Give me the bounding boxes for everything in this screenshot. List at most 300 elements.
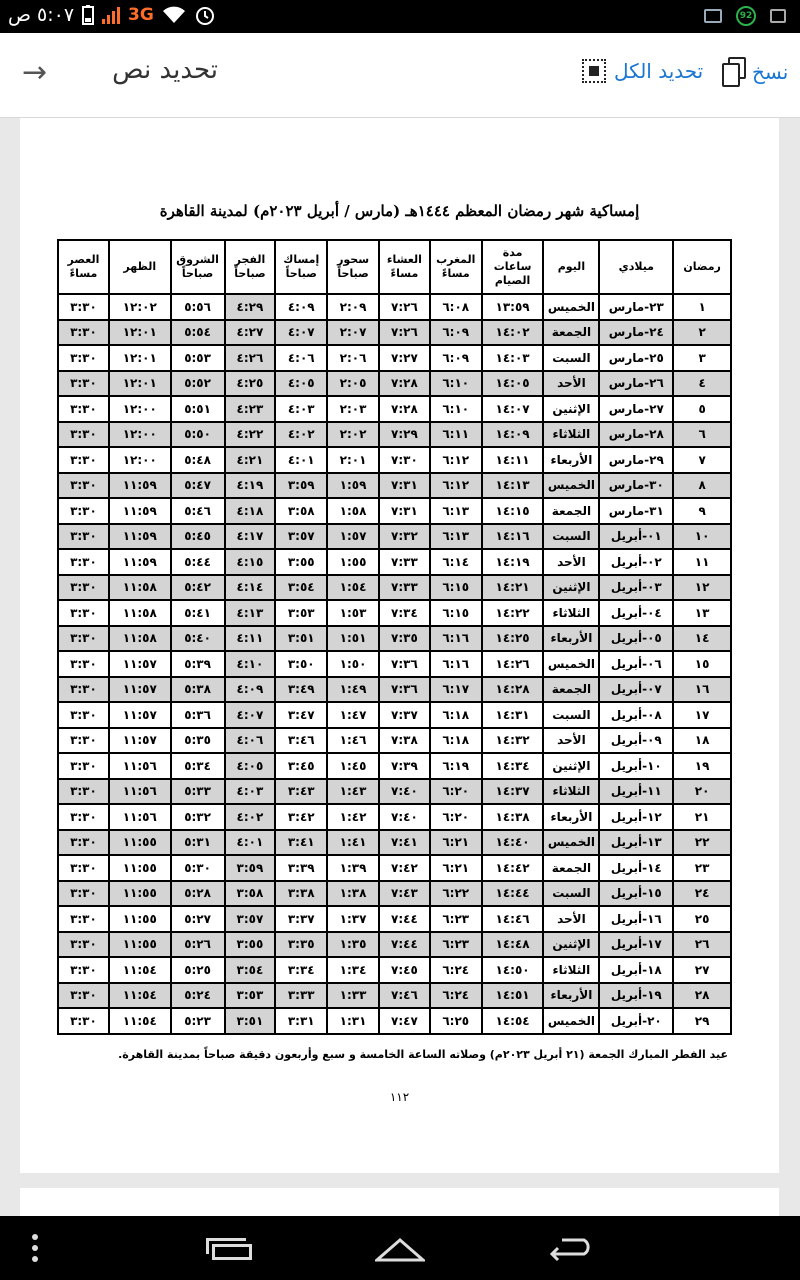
- suhoor-time: ٢:٠٩: [327, 294, 379, 320]
- weekday: الثلاثاء: [543, 600, 599, 626]
- asr-time: ٣:٣٠: [58, 804, 109, 830]
- imsak-time: ٤:٠٧: [275, 320, 327, 346]
- ramadan-day: ٩: [673, 498, 731, 524]
- imsak-time: ٣:٣٥: [275, 932, 327, 958]
- suhoor-time: ٢:٠٧: [327, 320, 379, 346]
- maghrib-time: ٦:١٥: [430, 600, 482, 626]
- battery-icon: [82, 5, 94, 25]
- dhuhr-time: ١١:٥٦: [109, 779, 171, 805]
- asr-time: ٣:٣٠: [58, 371, 109, 397]
- ramadan-day: ٣: [673, 345, 731, 371]
- maghrib-time: ٦:٢٤: [430, 983, 482, 1009]
- fajr-time: ٤:٠٦: [225, 728, 276, 754]
- sunrise-time: ٥:٢٦: [171, 932, 225, 958]
- isha-time: ٧:٤٤: [379, 932, 430, 958]
- dhuhr-time: ١١:٥٤: [109, 957, 171, 983]
- table-row: [58, 677, 731, 703]
- image-icon: [770, 9, 786, 23]
- isha-time: ٧:٣١: [379, 498, 430, 524]
- isha-time: ٧:٤٣: [379, 881, 430, 907]
- asr-time: ٣:٣٠: [58, 932, 109, 958]
- fajr-time: ٤:٢٥: [225, 371, 276, 397]
- weekday: السبت: [543, 345, 599, 371]
- fast-duration: ١٤:٤٤: [482, 881, 544, 907]
- gregorian-date: ٠١-أبريل: [599, 524, 673, 550]
- table-row: [58, 626, 731, 652]
- isha-time: ٧:٤٦: [379, 983, 430, 1009]
- suhoor-time: ١:٤١: [327, 830, 379, 856]
- dhuhr-time: ١٢:٠١: [109, 320, 171, 346]
- isha-time: ٧:٣٣: [379, 575, 430, 601]
- dhuhr-time: ١١:٥٥: [109, 881, 171, 907]
- network-type: 3G: [128, 5, 154, 25]
- imsak-time: ٤:٠٢: [275, 422, 327, 448]
- asr-time: ٣:٣٠: [58, 422, 109, 448]
- weekday: الثلاثاء: [543, 957, 599, 983]
- isha-time: ٧:٣٤: [379, 600, 430, 626]
- gregorian-date: ٠٢-أبريل: [599, 549, 673, 575]
- fast-duration: ١٤:٣١: [482, 702, 544, 728]
- fajr-time: ٤:٠١: [225, 830, 276, 856]
- dhuhr-time: ١١:٥٧: [109, 651, 171, 677]
- asr-time: ٣:٣٠: [58, 575, 109, 601]
- next-document-page: [20, 1188, 779, 1216]
- weekday: الأربعاء: [543, 983, 599, 1009]
- table-row: [58, 1008, 731, 1034]
- table-row: [58, 294, 731, 320]
- gregorian-date: ١٩-أبريل: [599, 983, 673, 1009]
- fajr-time: ٤:١٤: [225, 575, 276, 601]
- weekday: السبت: [543, 524, 599, 550]
- weekday: الثلاثاء: [543, 779, 599, 805]
- dhuhr-time: ١١:٥٩: [109, 549, 171, 575]
- dhuhr-time: ١١:٥٤: [109, 1008, 171, 1034]
- dhuhr-time: ١١:٥٥: [109, 855, 171, 881]
- header-isha: العشاء مساءً: [379, 240, 430, 294]
- gregorian-date: ٣٠-مارس: [599, 473, 673, 499]
- header-gregorian: ميلادي: [599, 240, 673, 294]
- document-page: [20, 118, 779, 1173]
- signal-icon: [102, 6, 120, 24]
- dhuhr-time: ١١:٥٩: [109, 473, 171, 499]
- table-row: [58, 371, 731, 397]
- gregorian-date: ٠٣-أبريل: [599, 575, 673, 601]
- weekday: السبت: [543, 881, 599, 907]
- maghrib-time: ٦:١٤: [430, 549, 482, 575]
- imsak-time: ٣:٤٥: [275, 753, 327, 779]
- isha-time: ٧:٤١: [379, 830, 430, 856]
- imsak-time: ٣:٣٨: [275, 881, 327, 907]
- suhoor-time: ١:٥٧: [327, 524, 379, 550]
- isha-time: ٧:٣٥: [379, 626, 430, 652]
- weekday: الأربعاء: [543, 626, 599, 652]
- asr-time: ٣:٣٠: [58, 728, 109, 754]
- table-row: [58, 932, 731, 958]
- dhuhr-time: ١١:٥٨: [109, 575, 171, 601]
- fast-duration: ١٤:٤٠: [482, 830, 544, 856]
- dhuhr-time: ١١:٥٥: [109, 906, 171, 932]
- table-row: [58, 575, 731, 601]
- asr-time: ٣:٣٠: [58, 830, 109, 856]
- gregorian-date: ٢٤-مارس: [599, 320, 673, 346]
- sunrise-time: ٥:٢٨: [171, 881, 225, 907]
- gregorian-date: ١٧-أبريل: [599, 932, 673, 958]
- suhoor-time: ١:٣٩: [327, 855, 379, 881]
- fast-duration: ١٤:١٦: [482, 524, 544, 550]
- fajr-time: ٤:٢٩: [225, 294, 276, 320]
- recent-apps-icon[interactable]: [206, 1238, 252, 1260]
- fast-duration: ١٤:٠٢: [482, 320, 544, 346]
- status-left: [8, 4, 216, 26]
- ramadan-day: ٢٩: [673, 1008, 731, 1034]
- weekday: الإثنين: [543, 575, 599, 601]
- asr-time: ٣:٣٠: [58, 881, 109, 907]
- weekday: الخميس: [543, 1008, 599, 1034]
- asr-time: ٣:٣٠: [58, 1008, 109, 1034]
- gregorian-date: ٠٤-أبريل: [599, 600, 673, 626]
- suhoor-time: ١:٥٠: [327, 651, 379, 677]
- imsak-time: ٣:٣٩: [275, 855, 327, 881]
- fast-duration: ١٤:٣٤: [482, 753, 544, 779]
- table-row: [58, 651, 731, 677]
- fast-duration: ١٤:٠٥: [482, 371, 544, 397]
- select-all-icon: [582, 59, 606, 83]
- isha-time: ٧:٣٣: [379, 549, 430, 575]
- table-row: [58, 447, 731, 473]
- table-row: [58, 498, 731, 524]
- asr-time: ٣:٣٠: [58, 524, 109, 550]
- asr-time: ٣:٣٠: [58, 753, 109, 779]
- sunrise-time: ٥:٤٥: [171, 524, 225, 550]
- suhoor-time: ٢:٠٢: [327, 422, 379, 448]
- home-icon[interactable]: [375, 1236, 425, 1262]
- sunrise-time: ٥:٤١: [171, 600, 225, 626]
- fast-duration: ١٤:٤٢: [482, 855, 544, 881]
- dhuhr-time: ١١:٥٤: [109, 983, 171, 1009]
- gregorian-date: ١٤-أبريل: [599, 855, 673, 881]
- gregorian-date: ١٢-أبريل: [599, 804, 673, 830]
- ramadan-day: ٢١: [673, 804, 731, 830]
- maghrib-time: ٦:١٠: [430, 396, 482, 422]
- imsak-time: ٣:٤٦: [275, 728, 327, 754]
- suhoor-time: ١:٤٥: [327, 753, 379, 779]
- copy-button[interactable]: [722, 57, 788, 87]
- sunrise-time: ٥:٥٢: [171, 371, 225, 397]
- alarm-icon: [194, 4, 216, 26]
- fajr-time: ٤:١٧: [225, 524, 276, 550]
- weekday: الثلاثاء: [543, 422, 599, 448]
- fajr-time: ٣:٥١: [225, 1008, 276, 1034]
- table-row: [58, 728, 731, 754]
- header-dhuhr: الظهر: [109, 240, 171, 294]
- fast-duration: ١٤:٢٨: [482, 677, 544, 703]
- selection-action-bar: [0, 33, 800, 118]
- ramadan-day: ١٦: [673, 677, 731, 703]
- fast-duration: ١٤:٠٧: [482, 396, 544, 422]
- imsakiya-table: [57, 239, 732, 1035]
- sunrise-time: ٥:٤٢: [171, 575, 225, 601]
- dhuhr-time: ١١:٥٦: [109, 753, 171, 779]
- table-row: [58, 855, 731, 881]
- isha-time: ٧:٢٧: [379, 345, 430, 371]
- weekday: الجمعة: [543, 498, 599, 524]
- fajr-time: ٣:٥٥: [225, 932, 276, 958]
- table-row: [58, 422, 731, 448]
- header-ramadan: رمضان: [673, 240, 731, 294]
- suhoor-time: ١:٥٥: [327, 549, 379, 575]
- menu-dots-icon[interactable]: [32, 1234, 38, 1262]
- fajr-time: ٤:٠٥: [225, 753, 276, 779]
- header-sunrise: الشروق صباحاً: [171, 240, 225, 294]
- sunrise-time: ٥:٢٧: [171, 906, 225, 932]
- asr-time: ٣:٣٠: [58, 626, 109, 652]
- table-row: [58, 957, 731, 983]
- table-row: [58, 779, 731, 805]
- ramadan-day: ٨: [673, 473, 731, 499]
- imsak-time: ٤:٠٩: [275, 294, 327, 320]
- ramadan-day: ٢٢: [673, 830, 731, 856]
- header-suhoor: سحور صباحاً: [327, 240, 379, 294]
- fajr-time: ٤:١٥: [225, 549, 276, 575]
- arrow-right-icon[interactable]: →: [22, 55, 48, 90]
- ramadan-day: ٢٤: [673, 881, 731, 907]
- maghrib-time: ٦:١٦: [430, 626, 482, 652]
- table-header-row: [58, 240, 731, 294]
- dhuhr-time: ١١:٥٨: [109, 600, 171, 626]
- fast-duration: ١٤:٣٧: [482, 779, 544, 805]
- asr-time: ٣:٣٠: [58, 473, 109, 499]
- sunrise-time: ٥:٣٨: [171, 677, 225, 703]
- isha-time: ٧:٤٧: [379, 1008, 430, 1034]
- maghrib-time: ٦:١٨: [430, 728, 482, 754]
- imsak-time: ٤:٠١: [275, 447, 327, 473]
- suhoor-time: ٢:٠٣: [327, 396, 379, 422]
- dhuhr-time: ١٢:٠٢: [109, 294, 171, 320]
- fast-duration: ١٤:٢٦: [482, 651, 544, 677]
- header-asr: العصر مساءً: [58, 240, 109, 294]
- maghrib-time: ٦:١٣: [430, 524, 482, 550]
- suhoor-time: ١:٥٤: [327, 575, 379, 601]
- sunrise-time: ٥:٥٦: [171, 294, 225, 320]
- table-row: [58, 753, 731, 779]
- sunrise-time: ٥:٣٠: [171, 855, 225, 881]
- maghrib-time: ٦:١٥: [430, 575, 482, 601]
- ramadan-day: ٢٨: [673, 983, 731, 1009]
- ramadan-day: ١٢: [673, 575, 731, 601]
- suhoor-time: ٢:٠١: [327, 447, 379, 473]
- isha-time: ٧:٢٨: [379, 371, 430, 397]
- gregorian-date: ٠٩-أبريل: [599, 728, 673, 754]
- gregorian-date: ٠٦-أبريل: [599, 651, 673, 677]
- maghrib-time: ٦:٢٠: [430, 804, 482, 830]
- table-row: [58, 983, 731, 1009]
- sunrise-time: ٥:٥٣: [171, 345, 225, 371]
- maghrib-time: ٦:١٣: [430, 498, 482, 524]
- asr-time: ٣:٣٠: [58, 702, 109, 728]
- table-row: [58, 906, 731, 932]
- table-row: [58, 830, 731, 856]
- imsak-time: ٣:٣٣: [275, 983, 327, 1009]
- fast-duration: ١٤:٥١: [482, 983, 544, 1009]
- suhoor-time: ١:٣١: [327, 1008, 379, 1034]
- back-icon[interactable]: [548, 1236, 594, 1264]
- gregorian-date: ٠٥-أبريل: [599, 626, 673, 652]
- sunrise-time: ٥:٢٤: [171, 983, 225, 1009]
- maghrib-time: ٦:١١: [430, 422, 482, 448]
- isha-time: ٧:٣٧: [379, 702, 430, 728]
- suhoor-time: ١:٤٣: [327, 779, 379, 805]
- status-bar: [0, 0, 800, 33]
- suhoor-time: ١:٥١: [327, 626, 379, 652]
- suhoor-time: ١:٣٣: [327, 983, 379, 1009]
- gregorian-date: ٣١-مارس: [599, 498, 673, 524]
- copy-label: نسخ: [752, 60, 789, 84]
- maghrib-time: ٦:١٢: [430, 447, 482, 473]
- asr-time: ٣:٣٠: [58, 549, 109, 575]
- fajr-time: ٤:١١: [225, 626, 276, 652]
- isha-time: ٧:٣٢: [379, 524, 430, 550]
- maghrib-time: ٦:١٠: [430, 371, 482, 397]
- isha-time: ٧:٤٠: [379, 804, 430, 830]
- maghrib-time: ٦:٢٤: [430, 957, 482, 983]
- dhuhr-time: ١١:٥٦: [109, 804, 171, 830]
- sunrise-time: ٥:٤٠: [171, 626, 225, 652]
- fajr-time: ٤:٠٧: [225, 702, 276, 728]
- table-row: [58, 320, 731, 346]
- dhuhr-time: ١١:٥٨: [109, 626, 171, 652]
- imsak-time: ٣:٣١: [275, 1008, 327, 1034]
- sunrise-time: ٥:٤٦: [171, 498, 225, 524]
- isha-time: ٧:٤٢: [379, 855, 430, 881]
- gregorian-date: ١١-أبريل: [599, 779, 673, 805]
- suhoor-time: ١:٣٥: [327, 932, 379, 958]
- gregorian-date: ١٦-أبريل: [599, 906, 673, 932]
- dhuhr-time: ١٢:٠٠: [109, 396, 171, 422]
- ramadan-day: ٧: [673, 447, 731, 473]
- sunrise-time: ٥:٥٤: [171, 320, 225, 346]
- dhuhr-time: ١١:٥٧: [109, 677, 171, 703]
- gregorian-date: ٢٦-مارس: [599, 371, 673, 397]
- weekday: الأحد: [543, 906, 599, 932]
- table-body: [58, 294, 731, 1034]
- sunrise-time: ٥:٣٣: [171, 779, 225, 805]
- asr-time: ٣:٣٠: [58, 957, 109, 983]
- table-row: [58, 345, 731, 371]
- dhuhr-time: ١٢:٠٠: [109, 422, 171, 448]
- maghrib-time: ٦:٢٠: [430, 779, 482, 805]
- header-imsak: إمساك صباحاً: [275, 240, 327, 294]
- gregorian-date: ٢٣-مارس: [599, 294, 673, 320]
- sunrise-time: ٥:٣٩: [171, 651, 225, 677]
- maghrib-time: ٦:٢٥: [430, 1008, 482, 1034]
- isha-time: ٧:٤٠: [379, 779, 430, 805]
- dhuhr-time: ١١:٥٩: [109, 498, 171, 524]
- fajr-time: ٣:٥٩: [225, 855, 276, 881]
- sunrise-time: ٥:٥٠: [171, 422, 225, 448]
- page-number: ١١٢: [389, 1090, 410, 1104]
- imsak-time: ٣:٥٧: [275, 524, 327, 550]
- fast-duration: ١٤:٣٨: [482, 804, 544, 830]
- asr-time: ٣:٣٠: [58, 677, 109, 703]
- gregorian-date: ١٨-أبريل: [599, 957, 673, 983]
- table-row: [58, 396, 731, 422]
- dhuhr-time: ١٢:٠٠: [109, 447, 171, 473]
- fast-duration: ١٤:٥٤: [482, 1008, 544, 1034]
- ramadan-day: ١١: [673, 549, 731, 575]
- fast-duration: ١٤:١١: [482, 447, 544, 473]
- table-row: [58, 804, 731, 830]
- table-row: [58, 881, 731, 907]
- fajr-time: ٤:٢٢: [225, 422, 276, 448]
- fajr-time: ٣:٥٧: [225, 906, 276, 932]
- imsak-time: ٤:٠٥: [275, 371, 327, 397]
- sunrise-time: ٥:٣٢: [171, 804, 225, 830]
- gregorian-date: ١٠-أبريل: [599, 753, 673, 779]
- fajr-time: ٤:٢٧: [225, 320, 276, 346]
- fajr-time: ٣:٥٤: [225, 957, 276, 983]
- isha-time: ٧:٣٦: [379, 651, 430, 677]
- gregorian-date: ٢٨-مارس: [599, 422, 673, 448]
- fajr-time: ٤:١٠: [225, 651, 276, 677]
- ramadan-day: ١٥: [673, 651, 731, 677]
- suhoor-time: ١:٤٧: [327, 702, 379, 728]
- imsak-time: ٣:٤٧: [275, 702, 327, 728]
- fast-duration: ١٤:١٥: [482, 498, 544, 524]
- ramadan-day: ٢: [673, 320, 731, 346]
- ramadan-day: ٢٧: [673, 957, 731, 983]
- fajr-time: ٤:٠٢: [225, 804, 276, 830]
- asr-time: ٣:٣٠: [58, 855, 109, 881]
- fajr-time: ٤:٠٣: [225, 779, 276, 805]
- maghrib-time: ٦:٢٣: [430, 906, 482, 932]
- sunrise-time: ٥:٢٥: [171, 957, 225, 983]
- imsak-time: ٣:٣٧: [275, 906, 327, 932]
- ramadan-day: ١٤: [673, 626, 731, 652]
- weekday: الخميس: [543, 830, 599, 856]
- suhoor-time: ١:٥٨: [327, 498, 379, 524]
- suhoor-time: ١:٤٦: [327, 728, 379, 754]
- isha-time: ٧:٤٤: [379, 906, 430, 932]
- suhoor-time: ١:٥٩: [327, 473, 379, 499]
- eid-footnote: عيد الفطر المبارك الجمعة (٢١ أبريل ٢٠٢٣م) وصلاته الساعة الخامسة و سبع وأربعون دقيقة صباحاً بمدينة القاهرة.: [118, 1048, 728, 1061]
- imsak-time: ٣:٥٣: [275, 600, 327, 626]
- weekday: الأربعاء: [543, 447, 599, 473]
- weekday: الخميس: [543, 651, 599, 677]
- fajr-time: ٤:٢١: [225, 447, 276, 473]
- header-maghrib: المغرب مساءً: [430, 240, 482, 294]
- fajr-time: ٤:١٨: [225, 498, 276, 524]
- fajr-time: ٣:٥٨: [225, 881, 276, 907]
- badge-icon: 92: [736, 6, 756, 26]
- suhoor-time: ١:٣٤: [327, 957, 379, 983]
- fajr-time: ٤:١٩: [225, 473, 276, 499]
- select-all-button[interactable]: [582, 59, 703, 83]
- dhuhr-time: ١١:٥٥: [109, 932, 171, 958]
- sunrise-time: ٥:٤٧: [171, 473, 225, 499]
- asr-time: ٣:٣٠: [58, 779, 109, 805]
- suhoor-time: ١:٣٨: [327, 881, 379, 907]
- fast-duration: ١٣:٥٩: [482, 294, 544, 320]
- weekday: الأحد: [543, 371, 599, 397]
- weekday: الإثنين: [543, 396, 599, 422]
- isha-time: ٧:٢٦: [379, 320, 430, 346]
- fast-duration: ١٤:٣٢: [482, 728, 544, 754]
- maghrib-time: ٦:١٨: [430, 702, 482, 728]
- asr-time: ٣:٣٠: [58, 396, 109, 422]
- document-title: إمساكية شهر رمضان المعظم ١٤٤٤هـ (مارس / أبريل ٢٠٢٣م) لمدينة القاهرة: [159, 202, 640, 220]
- header-fast-duration: مدة ساعات الصيام: [482, 240, 544, 294]
- suhoor-time: ٢:٠٥: [327, 371, 379, 397]
